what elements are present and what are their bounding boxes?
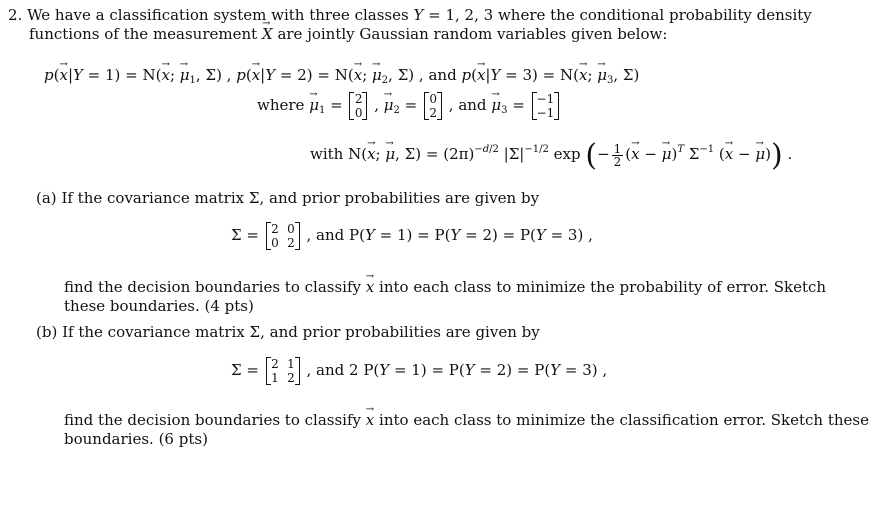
part-b-sigma-matrix: 2 1 1 2 <box>266 357 300 385</box>
density-equations: p(→ x|Y = 1) = N(→ x; → $\mu_1$, Σ) , p(→ x|Y = 2) = N(→ x; → $\mu_2$, Σ) , and p(→ x|Y = 3) = N(→ x; → $\mu_3$, Σ) <box>44 66 639 90</box>
part-b-given: Σ = 2 1 1 2 , and 2 P(Y = 1) = P(Y = 2) = P(Y = 3) , <box>231 357 608 385</box>
part-b-task-line1: find the decision boundaries to classify → x into each class to minimize the classification error. Sketch these <box>64 411 869 430</box>
part-a-intro: (a) If the covariance matrix Σ, and prior probabilities are given by <box>36 189 540 207</box>
problem-number: 2. <box>8 6 23 24</box>
mu3-vector: −1 −1 <box>532 92 560 120</box>
part-b-label: (b) <box>36 323 58 341</box>
intro-text-2a: functions of the measurement <box>29 25 258 43</box>
part-a-label: (a) <box>36 189 57 207</box>
part-a-given: Σ = 2 0 0 2 , and P(Y = 1) = P(Y = 2) = P(Y = 3) , <box>231 222 593 250</box>
problem-intro-line2: functions of the measurement → X are jointly Gaussian random variables given below: <box>29 25 667 44</box>
part-a-task-line1: find the decision boundaries to classify → x into each class to minimize the probability of error. Sketch <box>64 278 826 297</box>
mu2-vector: 0 2 <box>424 92 442 120</box>
mean-vectors: where → $\mu_1$ = 2 0 , → $\mu_2$ = 0 2 , and → $\mu_3$ = −1 −1 <box>257 92 561 120</box>
mu1-vector: 2 0 <box>349 92 367 120</box>
intro-text-1: We have a classification system with three classes <box>27 6 409 24</box>
gaussian-definition: with N(→ x; → μ, $\Sigma) = (2\pi)^{-d/2}$ $|\Sigma|^{-1/2}$ exp (− $\frac{1}{2}$ (→ x − → μ)$^T$ $\Sigma^{-1}$ (→ x − → μ)) . <box>310 140 792 168</box>
part-a-sigma-matrix: 2 0 0 2 <box>266 222 300 250</box>
intro-text-1-tail: where the conditional probability density <box>497 6 812 24</box>
problem-intro-line1: 2. We have a classification system with three classes Y = 1, 2, 3 where the conditional probability density <box>8 6 812 24</box>
intro-text-2b: are jointly Gaussian random variables given below: <box>277 25 668 43</box>
part-a-task-line2: these boundaries. (4 pts) <box>64 297 254 315</box>
part-b-intro: (b) If the covariance matrix Σ, and prior probabilities are given by <box>36 323 540 341</box>
part-b-task-line2: boundaries. (6 pts) <box>64 430 208 448</box>
